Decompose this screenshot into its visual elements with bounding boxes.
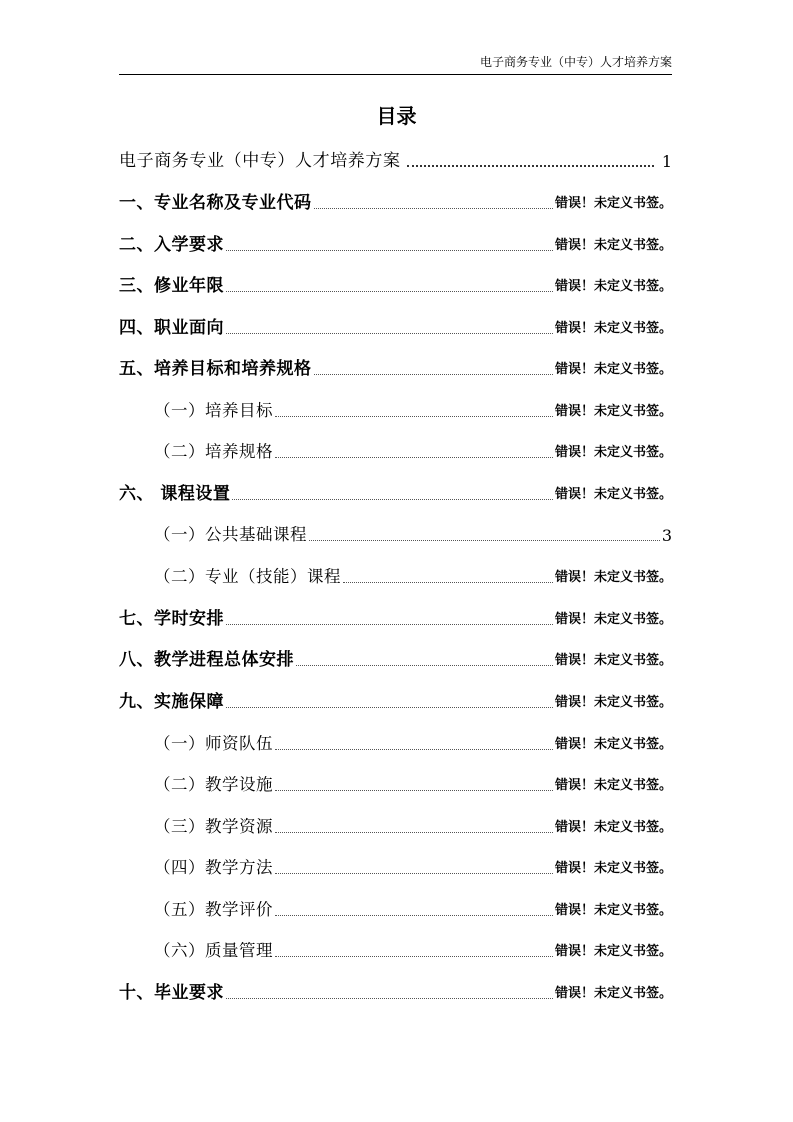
toc-entry-label: （五）教学评价 (154, 900, 273, 919)
toc-page-reference: 错误！未定义书签。 (554, 487, 672, 502)
toc-entry-label: 一、专业名称及专业代码 (119, 193, 312, 213)
toc-entry[interactable] (119, 603, 672, 631)
toc-entry[interactable] (119, 187, 672, 215)
toc-page-reference: 错误！未定义书签。 (554, 778, 672, 793)
toc-page-reference: 错误！未定义书签。 (554, 820, 672, 835)
toc-page-reference: 1 (661, 152, 672, 171)
toc-dot-leader (226, 997, 553, 999)
toc-entry[interactable] (119, 894, 672, 922)
toc-page-reference: 错误！未定义书签。 (554, 653, 672, 668)
toc-entry[interactable] (119, 395, 672, 423)
toc-entry[interactable] (119, 478, 672, 506)
toc-entry[interactable] (119, 811, 672, 839)
toc-dot-leader (226, 623, 553, 625)
toc-dot-leader (314, 373, 553, 375)
toc-dot-leader (275, 831, 553, 833)
toc-entry[interactable] (119, 312, 672, 340)
toc-entry[interactable] (119, 644, 672, 672)
toc-entry-label: （一）公共基础课程 (154, 525, 307, 544)
toc-page-reference: 错误！未定义书签。 (554, 362, 672, 377)
toc-entry[interactable] (119, 229, 672, 257)
toc-page-reference: 错误！未定义书签。 (554, 445, 672, 460)
toc-entry[interactable] (119, 977, 672, 1005)
toc-dot-leader (275, 955, 553, 957)
toc-entry[interactable] (119, 728, 672, 756)
toc-dot-leader (309, 539, 660, 541)
toc-entry[interactable] (119, 519, 672, 547)
toc-dot-leader (275, 456, 553, 458)
toc-entry[interactable] (119, 436, 672, 464)
toc-page-reference: 错误！未定义书签。 (554, 737, 672, 752)
toc-dot-leader (232, 498, 553, 500)
toc-dot-leader (314, 207, 553, 209)
toc-page-reference: 错误！未定义书签。 (554, 903, 672, 918)
toc-dot-leader (226, 332, 553, 334)
toc-entry[interactable] (119, 145, 672, 173)
toc-entry-label: 二、入学要求 (119, 235, 224, 255)
toc-entry[interactable] (119, 935, 672, 963)
running-header: 电子商务专业（中专）人才培养方案 (119, 54, 672, 75)
toc-dot-leader (275, 748, 553, 750)
toc-page-reference: 错误！未定义书签。 (554, 695, 672, 710)
toc-page-reference: 错误！未定义书签。 (554, 196, 672, 211)
toc-page-reference: 错误！未定义书签。 (554, 279, 672, 294)
toc-page-reference: 错误！未定义书签。 (554, 944, 672, 959)
toc-entry-label: 七、学时安排 (119, 609, 224, 629)
toc-entry[interactable] (119, 686, 672, 714)
toc-page-reference: 错误！未定义书签。 (554, 861, 672, 876)
toc-entry-label: （三）教学资源 (154, 817, 273, 836)
toc-dot-leader (226, 290, 553, 292)
toc-page-reference: 3 (661, 526, 672, 545)
toc-page-reference: 错误！未定义书签。 (554, 570, 672, 585)
toc-page-reference: 错误！未定义书签。 (554, 404, 672, 419)
toc-entry-label: （六）质量管理 (154, 941, 273, 960)
toc-entry-label: （四）教学方法 (154, 858, 273, 877)
toc-dot-leader (407, 164, 654, 167)
toc-entry-label: 六、 课程设置 (119, 484, 231, 504)
toc-entry-label: 八、教学进程总体安排 (119, 650, 294, 670)
toc-dot-leader (343, 581, 553, 583)
toc-entry[interactable] (119, 561, 672, 589)
toc-entry[interactable] (119, 852, 672, 880)
toc-entry[interactable] (119, 769, 672, 797)
toc-entry-label: 十、毕业要求 (119, 983, 224, 1003)
toc-dot-leader (275, 415, 553, 417)
toc-entry-label: 九、实施保障 (119, 692, 224, 712)
toc-page-reference: 错误！未定义书签。 (554, 986, 672, 1001)
toc-dot-leader (275, 872, 553, 874)
toc-entry-label: （二）教学设施 (154, 775, 273, 794)
toc-entry[interactable] (119, 353, 672, 381)
toc-entry-label: （一）培养目标 (154, 401, 273, 420)
toc-entry-label: （二）培养规格 (154, 442, 273, 461)
toc-entry-label: 三、修业年限 (119, 276, 224, 296)
toc-dot-leader (226, 706, 553, 708)
toc-entry-label: 四、职业面向 (119, 318, 224, 338)
toc-page-reference: 错误！未定义书签。 (554, 612, 672, 627)
toc-entry-label: （一）师资队伍 (154, 734, 273, 753)
toc-dot-leader (275, 789, 553, 791)
toc-entry-label: （二）专业（技能）课程 (154, 567, 341, 586)
toc-page-reference: 错误！未定义书签。 (554, 238, 672, 253)
toc-dot-leader (275, 914, 553, 916)
toc-entry-label: 电子商务专业（中专）人才培养方案 (119, 151, 401, 171)
toc-entry[interactable] (119, 270, 672, 298)
toc-entry-label: 五、培养目标和培养规格 (119, 359, 312, 379)
toc-dot-leader (296, 664, 553, 666)
toc-title: 目录 (376, 104, 417, 128)
toc-page-reference: 错误！未定义书签。 (554, 321, 672, 336)
toc-dot-leader (226, 249, 553, 251)
